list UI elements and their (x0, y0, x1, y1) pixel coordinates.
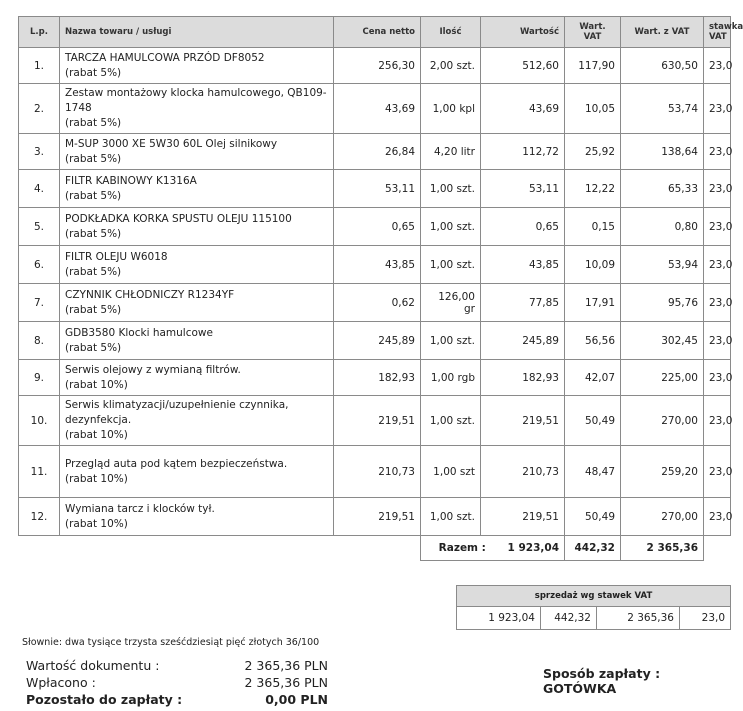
totals-gross: 2 365,36 (621, 536, 704, 561)
row-name (60, 84, 334, 134)
row-price: 210,73 (334, 446, 421, 498)
item-name: PODKŁADKA KORKA SPUSTU OLEJU 115100 (65, 212, 292, 225)
row-lp: 2. (19, 84, 60, 134)
row-lp: 11. (19, 446, 60, 498)
row-name (60, 134, 334, 170)
row-value: 77,85 (481, 284, 565, 322)
row-rate: 23,0 (704, 322, 731, 360)
table-row (19, 134, 731, 170)
row-gross: 270,00 (621, 396, 704, 446)
row-rate: 23,0 (704, 396, 731, 446)
header-lp: L.p. (19, 17, 60, 48)
paid-value: 2 365,36 PLN (244, 675, 328, 690)
row-qty: 2,00 szt. (421, 48, 481, 84)
row-qty: 1,00 rgb (421, 360, 481, 396)
row-gross: 259,20 (621, 446, 704, 498)
row-name (60, 284, 334, 322)
header-value: Wartość (481, 17, 565, 48)
table-row (19, 246, 731, 284)
row-qty: 1,00 szt. (421, 498, 481, 536)
row-gross: 53,74 (621, 84, 704, 134)
row-name (60, 246, 334, 284)
row-gross: 270,00 (621, 498, 704, 536)
item-discount: (rabat 5%) (65, 303, 122, 316)
row-rate: 23,0 (704, 84, 731, 134)
item-name: M-SUP 3000 XE 5W30 60L Olej silnikowy (65, 137, 278, 150)
payment-method: Sposób zapłaty : GOTÓWKA (543, 666, 661, 696)
row-value: 53,11 (481, 170, 565, 208)
remaining-label: Pozostało do zapłaty : (26, 692, 183, 707)
row-price: 182,93 (334, 360, 421, 396)
table-row (19, 48, 731, 84)
row-rate: 23,0 (704, 170, 731, 208)
row-qty: 1,00 szt. (421, 396, 481, 446)
row-qty: 1,00 szt. (421, 246, 481, 284)
table-row (19, 446, 731, 498)
payment-summary (26, 657, 328, 708)
header-name: Nazwa towaru / usługi (60, 17, 334, 48)
row-lp: 4. (19, 170, 60, 208)
row-price: 53,11 (334, 170, 421, 208)
row-value: 0,65 (481, 208, 565, 246)
row-rate: 23,0 (704, 284, 731, 322)
header-vat: Wart. VAT (565, 17, 621, 48)
doc-value: 2 365,36 PLN (244, 658, 328, 673)
row-qty: 1,00 szt (421, 446, 481, 498)
row-qty: 1,00 szt. (421, 208, 481, 246)
row-value: 245,89 (481, 322, 565, 360)
row-rate: 23,0 (704, 134, 731, 170)
row-qty: 1,00 kpl (421, 84, 481, 134)
header-gross: Wart. z VAT (621, 17, 704, 48)
row-value: 112,72 (481, 134, 565, 170)
vat-summary-rate: 23,0 (680, 607, 731, 630)
row-value: 219,51 (481, 396, 565, 446)
row-lp: 6. (19, 246, 60, 284)
table-row (19, 360, 731, 396)
table-row (19, 170, 731, 208)
row-gross: 65,33 (621, 170, 704, 208)
row-rate: 23,0 (704, 208, 731, 246)
paid-label: Wpłacono : (26, 675, 96, 690)
item-name: GDB3580 Klocki hamulcowe (65, 326, 213, 339)
row-value: 210,73 (481, 446, 565, 498)
header-qty: Ilość (421, 17, 481, 48)
vat-summary-row (457, 607, 731, 630)
item-name: Serwis olejowy z wymianą filtrów. (65, 363, 241, 376)
row-value: 182,93 (481, 360, 565, 396)
row-name (60, 322, 334, 360)
item-discount: (rabat 10%) (65, 378, 128, 391)
table-row (19, 84, 731, 134)
row-lp: 9. (19, 360, 60, 396)
row-gross: 302,45 (621, 322, 704, 360)
item-name: Serwis klimatyzacji/uzupełnienie czynnika, dezynfekcja. (65, 399, 289, 426)
row-name (60, 498, 334, 536)
item-discount: (rabat 5%) (65, 189, 122, 202)
item-discount: (rabat 5%) (65, 117, 122, 129)
row-lp: 1. (19, 48, 60, 84)
row-gross: 225,00 (621, 360, 704, 396)
table-row (19, 208, 731, 246)
row-value: 43,85 (481, 246, 565, 284)
row-price: 219,51 (334, 396, 421, 446)
row-rate: 23,0 (704, 446, 731, 498)
row-name (60, 446, 334, 498)
row-lp: 10. (19, 396, 60, 446)
item-discount: (rabat 5%) (65, 265, 122, 278)
row-lp: 12. (19, 498, 60, 536)
row-lp: 7. (19, 284, 60, 322)
row-name (60, 208, 334, 246)
remaining-value: 0,00 PLN (265, 692, 328, 707)
row-rate: 23,0 (704, 498, 731, 536)
row-gross: 0,80 (621, 208, 704, 246)
item-name: Zestaw montażowy klocka hamulcowego, QB109-1748 (65, 87, 327, 114)
row-gross: 630,50 (621, 48, 704, 84)
row-name (60, 396, 334, 446)
row-vat: 117,90 (565, 48, 621, 84)
row-price: 26,84 (334, 134, 421, 170)
row-vat: 50,49 (565, 396, 621, 446)
item-name: FILTR OLEJU W6018 (65, 250, 168, 263)
row-vat: 0,15 (565, 208, 621, 246)
row-vat: 10,05 (565, 84, 621, 134)
vat-summary-vat: 442,32 (541, 607, 597, 630)
row-price: 219,51 (334, 498, 421, 536)
item-discount: (rabat 5%) (65, 227, 122, 240)
row-price: 0,65 (334, 208, 421, 246)
row-value: 512,60 (481, 48, 565, 84)
item-discount: (rabat 5%) (65, 341, 122, 354)
item-name: TARCZA HAMULCOWA PRZÓD DF8052 (65, 51, 265, 64)
vat-summary-table (456, 585, 731, 630)
row-vat: 56,56 (565, 322, 621, 360)
item-name: Wymiana tarcz i klocków tył. (65, 502, 215, 515)
row-vat: 48,47 (565, 446, 621, 498)
row-value: 219,51 (481, 498, 565, 536)
row-vat: 50,49 (565, 498, 621, 536)
row-price: 0,62 (334, 284, 421, 322)
table-row (19, 396, 731, 446)
header-rate: stawka VAT (704, 17, 731, 48)
row-lp: 3. (19, 134, 60, 170)
row-gross: 138,64 (621, 134, 704, 170)
table-row (19, 498, 731, 536)
amount-in-words: Słownie: dwa tysiące trzysta sześćdziesiąt pięć złotych 36/100 (22, 637, 320, 648)
row-qty: 1,00 szt. (421, 170, 481, 208)
row-vat: 12,22 (565, 170, 621, 208)
row-name (60, 170, 334, 208)
row-price: 43,69 (334, 84, 421, 134)
totals-row (19, 536, 731, 561)
item-discount: (rabat 10%) (65, 517, 128, 530)
vat-summary-title: sprzedaż wg stawek VAT (457, 586, 731, 607)
table-row (19, 322, 731, 360)
row-price: 245,89 (334, 322, 421, 360)
row-price: 43,85 (334, 246, 421, 284)
invoice-items-table (18, 16, 743, 561)
header-price: Cena netto (334, 17, 421, 48)
table-row (19, 284, 731, 322)
doc-value-label: Wartość dokumentu : (26, 658, 160, 673)
item-discount: (rabat 5%) (65, 152, 122, 165)
item-discount: (rabat 10%) (65, 429, 128, 441)
row-name (60, 48, 334, 84)
item-discount: (rabat 10%) (65, 472, 128, 485)
item-name: FILTR KABINOWY K1316A (65, 174, 197, 187)
row-vat: 10,09 (565, 246, 621, 284)
row-rate: 23,0 (704, 246, 731, 284)
row-name (60, 360, 334, 396)
row-qty: 1,00 szt. (421, 322, 481, 360)
row-qty: 4,20 litr (421, 134, 481, 170)
table-header-row (19, 17, 731, 48)
item-name: Przegląd auta pod kątem bezpieczeństwa. (65, 457, 288, 470)
row-lp: 8. (19, 322, 60, 360)
row-lp: 5. (19, 208, 60, 246)
totals-label: Razem : (438, 542, 486, 554)
row-vat: 17,91 (565, 284, 621, 322)
vat-summary-value: 1 923,04 (457, 607, 541, 630)
vat-summary-gross: 2 365,36 (597, 607, 680, 630)
row-value: 43,69 (481, 84, 565, 134)
row-gross: 53,94 (621, 246, 704, 284)
row-rate: 23,0 (704, 360, 731, 396)
totals-vat: 442,32 (565, 536, 621, 561)
row-rate: 23,0 (704, 48, 731, 84)
totals-value: 1 923,04 (507, 542, 559, 554)
item-discount: (rabat 5%) (65, 66, 122, 79)
row-gross: 95,76 (621, 284, 704, 322)
row-price: 256,30 (334, 48, 421, 84)
row-vat: 25,92 (565, 134, 621, 170)
row-qty: 126,00 gr (421, 284, 481, 322)
item-name: CZYNNIK CHŁODNICZY R1234YF (65, 288, 235, 301)
row-vat: 42,07 (565, 360, 621, 396)
